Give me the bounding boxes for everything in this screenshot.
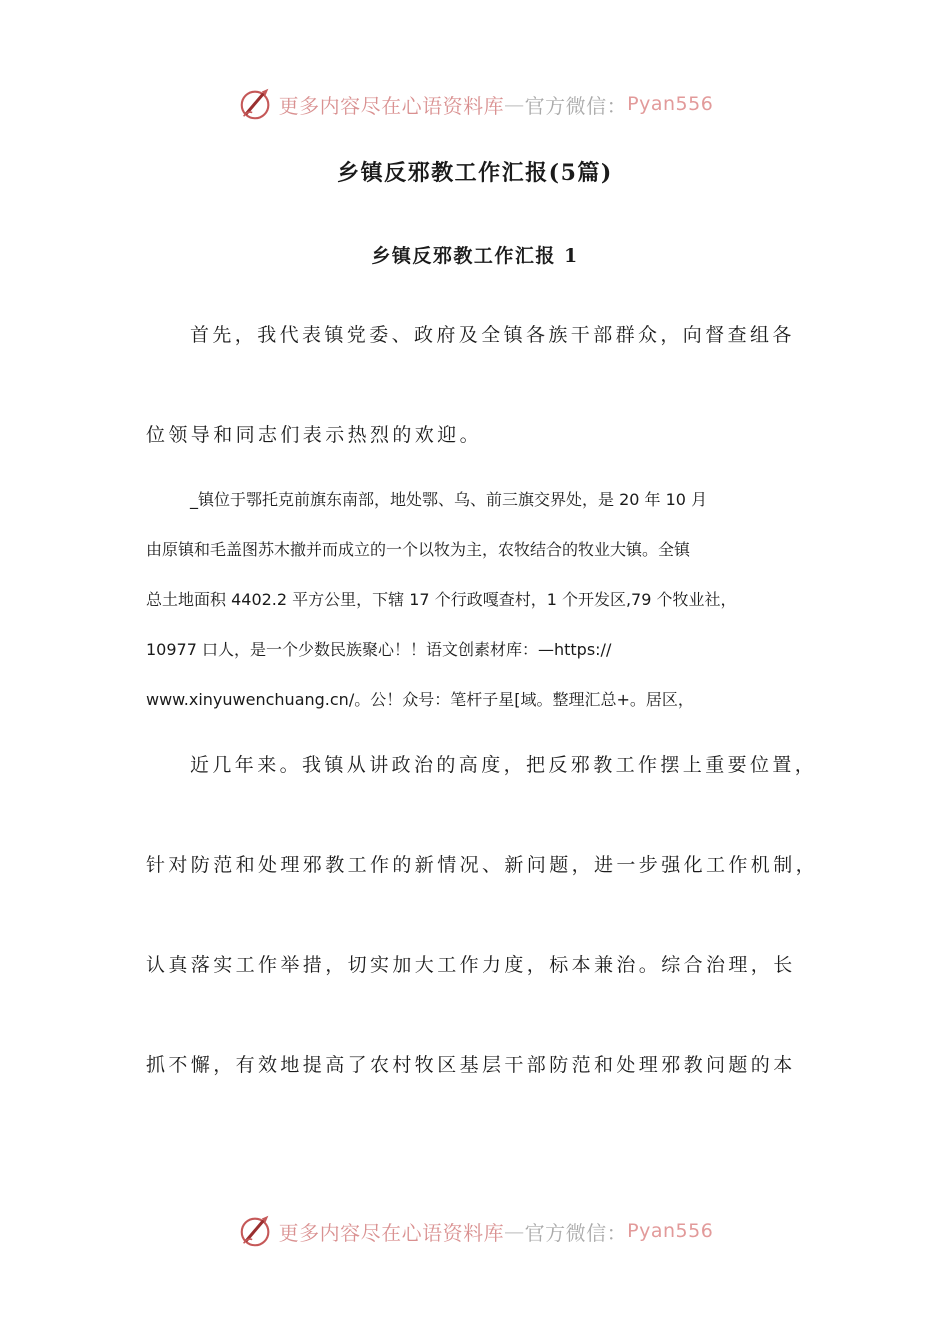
- banner-wechat-id: Pyan556: [627, 1220, 714, 1242]
- banner-brand-text: 更多内容尽在心语资料库: [278, 93, 505, 118]
- paragraph-line-9: 针对防范和处理邪教工作的新情况、新问题，进一步强化工作机制，: [146, 854, 819, 876]
- paragraph-line-8: 近几年来。我镇从讲政治的高度，把反邪教工作摆上重要位置，: [190, 754, 818, 776]
- banner-wechat-label: 官方微信：: [524, 93, 628, 118]
- section-title: 乡镇反邪教工作汇报 1: [371, 245, 579, 267]
- banner-brand-text: 更多内容尽在心语资料库: [278, 1220, 505, 1245]
- paragraph-line-11: 抓不懈，有效地提高了农村牧区基层干部防范和处理邪教问题的本: [146, 1054, 796, 1076]
- paragraph-line-5: 总土地面积 4402.2 平方公里，下辖 17 个行政嘎查村，1 个开发区,79 个牧业社，: [146, 590, 737, 609]
- paragraph-line-1: 首先，我代表镇党委、政府及全镇各族干部群众，向督查组各: [190, 324, 795, 346]
- document-title: 乡镇反邪教工作汇报(5篇): [337, 160, 613, 186]
- footer-watermark-banner: [0, 1211, 950, 1251]
- pen-logo-icon: [237, 1212, 275, 1250]
- paragraph-line-10: 认真落实工作举措，切实加大工作力度，标本兼治。综合治理，长: [146, 954, 796, 976]
- paragraph-line-2: 位领导和同志们表示热烈的欢迎。: [146, 424, 483, 446]
- banner-wechat-id: Pyan556: [627, 93, 714, 115]
- paragraph-line-7: www.xinyuwenchuang.cn/。公！众号：笔杆子星[域。整理汇总+。居区，: [146, 690, 694, 709]
- paragraph-line-3: _镇位于鄂托克前旗东南部，地处鄂、乌、前三旗交界处，是 20 年 10 月: [190, 490, 708, 509]
- paragraph-line-4: 由原镇和毛盖图苏木撤并而成立的一个以牧为主，农牧结合的牧业大镇。全镇: [146, 540, 691, 559]
- banner-wechat-label: 官方微信：: [524, 1220, 628, 1245]
- paragraph-line-6: 10977 口人，是一个少数民族聚心！！语文创素材库：—https://: [146, 640, 612, 659]
- header-watermark-banner: [0, 84, 950, 124]
- banner-dash: —: [504, 92, 525, 116]
- pen-logo-icon: [237, 85, 275, 123]
- banner-dash: —: [504, 1219, 525, 1243]
